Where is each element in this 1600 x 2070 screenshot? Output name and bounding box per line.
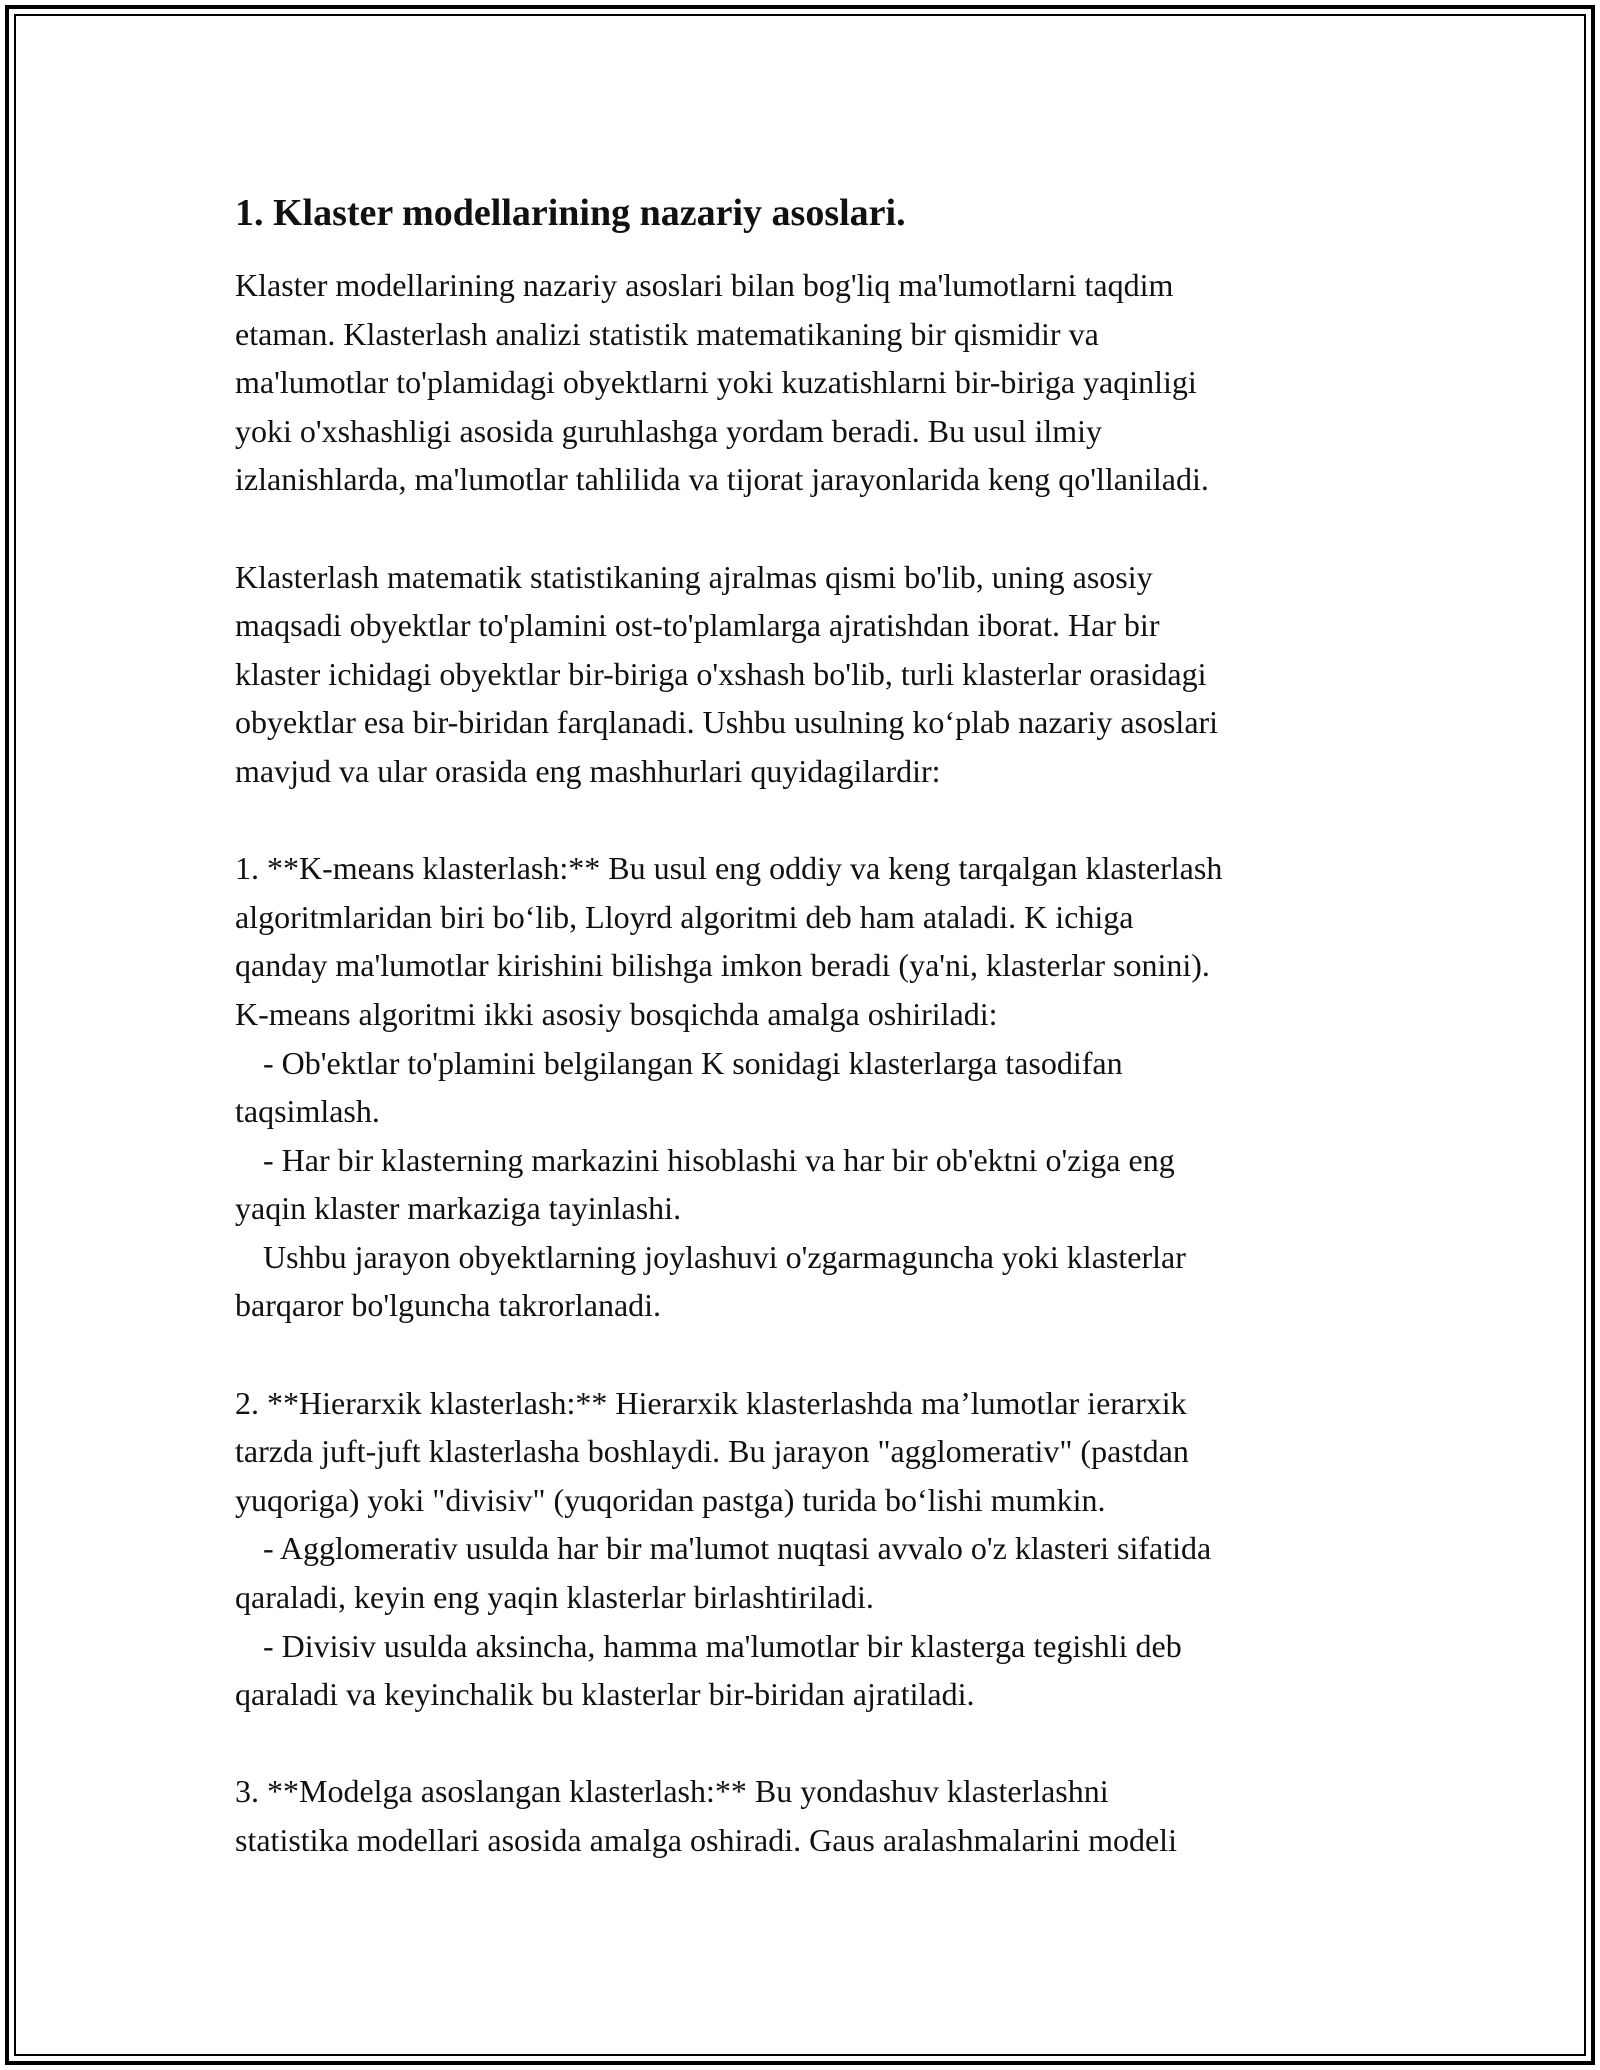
text-line: tarzda juft-juft klasterlasha boshlaydi. Bu jarayon "agglomerativ" (pastdan — [235, 1433, 1189, 1470]
text-line: yaqin klaster markaziga tayinlashi. — [235, 1190, 682, 1227]
paragraph-gap — [235, 1330, 1400, 1379]
text-line: yoki o'xshashligi asosida guruhlashga yordam beradi. Bu usul ilmiy — [235, 412, 1102, 449]
text-line: 2. **Hierarxik klasterlash:** Hierarxik klasterlashda ma’lumotlar ierarxik — [235, 1384, 1187, 1421]
document-body — [235, 188, 1400, 1865]
text-line: Ushbu jarayon obyektlarning joylashuvi o'zgarmaguncha yoki klasterlar — [263, 1238, 1186, 1275]
list-item-hierarchical — [235, 1379, 1400, 1719]
text-line: 1. **K-means klasterlash:** Bu usul eng oddiy va keng tarqalgan klasterlash — [235, 850, 1223, 887]
text-line: K-means algoritmi ikki asosiy bosqichda amalga oshiriladi: — [235, 995, 998, 1032]
text-line: etaman. Klasterlash analizi statistik matematikaning bir qismidir va — [235, 315, 1099, 352]
text-line: qanday ma'lumotlar kirishini bilishga imkon beradi (ya'ni, klasterlar sonini). — [235, 947, 1210, 984]
text-line: yuqoriga) yoki "divisiv" (yuqoridan pastga) turida bo‘lishi mumkin. — [235, 1481, 1106, 1518]
text-line: maqsadi obyektlar to'plamini ost-to'plamlarga ajratishdan iborat. Har bir — [235, 607, 1160, 644]
paragraph-overview — [235, 553, 1400, 796]
text-line: ma'lumotlar to'plamidagi obyektlarni yoki kuzatishlarni bir-biriga yaqinligi — [235, 364, 1197, 401]
list-item-kmeans — [235, 844, 1400, 1330]
text-line: Klaster modellarining nazariy asoslari bilan bog'liq ma'lumotlarni taqdim — [235, 267, 1174, 303]
text-line: - Ob'ektlar to'plamini belgilangan K sonidagi klasterlarga tasodifan — [263, 1044, 1123, 1081]
text-line: izlanishlarda, ma'lumotlar tahlilida va tijorat jarayonlarida keng qo'llaniladi. — [235, 461, 1209, 498]
document-title: 1. Klaster modellarining nazariy asoslari. — [235, 192, 906, 234]
text-line: 3. **Modelga asoslangan klasterlash:** Bu yondashuv klasterlashni — [235, 1773, 1109, 1810]
paragraph-intro — [235, 261, 1400, 504]
text-line: algoritmlaridan biri bo‘lib, Lloyrd algoritmi deb ham ataladi. K ichiga — [235, 898, 1134, 935]
text-line: - Divisiv usulda aksincha, hamma ma'lumotlar bir klasterga tegishli deb — [263, 1627, 1182, 1664]
text-line: taqsimlash. — [235, 1093, 380, 1130]
paragraph-gap — [235, 796, 1400, 845]
text-line: - Agglomerativ usulda har bir ma'lumot nuqtasi avvalo o'z klasteri sifatida — [263, 1530, 1212, 1567]
paragraph-gap — [235, 1719, 1400, 1768]
text-line: statistika modellari asosida amalga oshiradi. Gaus aralashmalarini modeli — [235, 1822, 1177, 1858]
text-line: mavjud va ular orasida eng mashhurlari quyidagilardir: — [235, 752, 941, 789]
text-line: - Har bir klasterning markazini hisoblashi va har bir ob'ektni o'ziga eng — [263, 1141, 1175, 1178]
text-line: qaraladi va keyinchalik bu klasterlar bir-biridan ajratiladi. — [235, 1676, 975, 1713]
paragraph-gap — [235, 504, 1400, 553]
text-line: qaraladi, keyin eng yaqin klasterlar birlashtiriladi. — [235, 1579, 874, 1616]
text-line: klaster ichidagi obyektlar bir-biriga o'xshash bo'lib, turli klasterlar orasidagi — [235, 655, 1207, 692]
list-item-model-based — [235, 1767, 1400, 1864]
text-line: barqaror bo'lguncha takrorlanadi. — [235, 1287, 662, 1324]
text-line: Klasterlash matematik statistikaning ajralmas qismi bo'lib, uning asosiy — [235, 558, 1153, 595]
text-line: obyektlar esa bir-biridan farqlanadi. Ushbu usulning ko‘plab nazariy asoslari — [235, 704, 1219, 741]
